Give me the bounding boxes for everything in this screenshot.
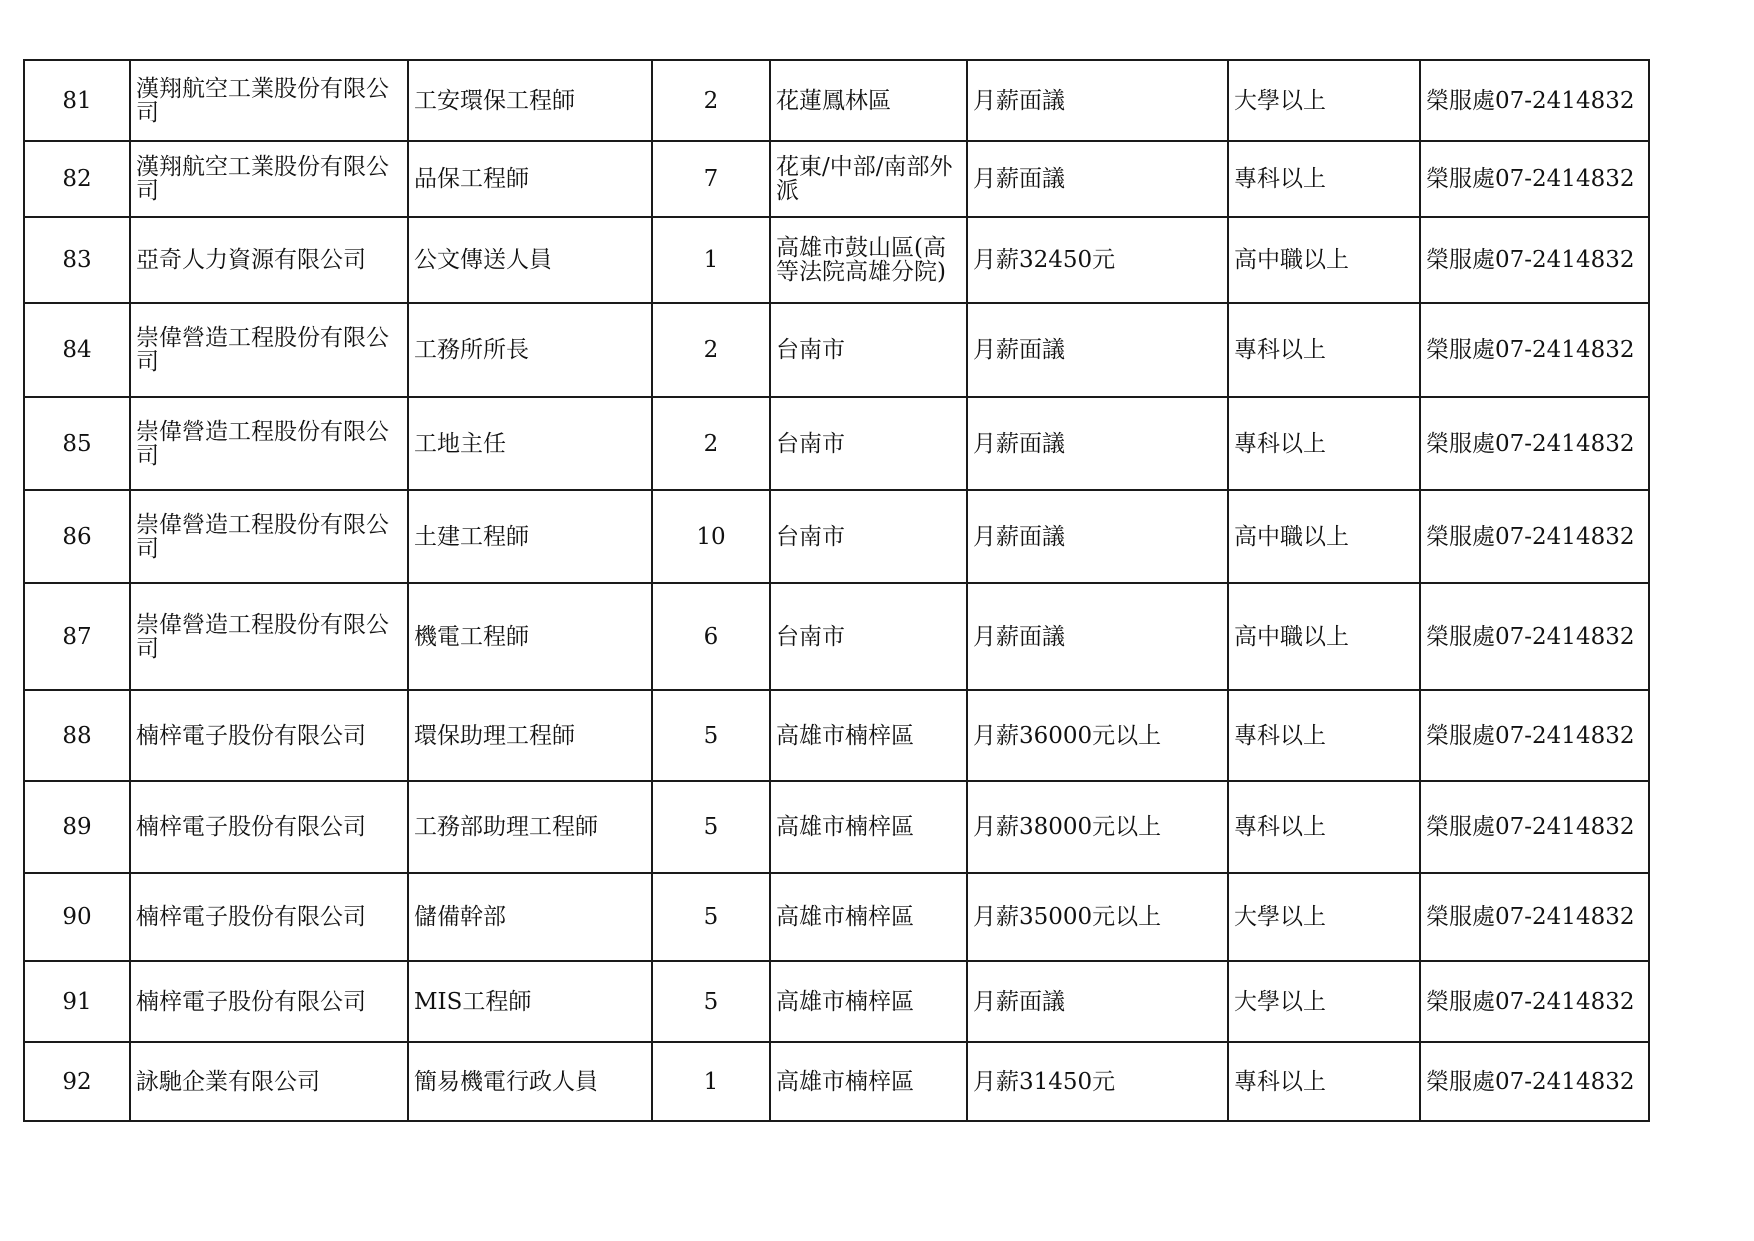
- headcount-cell: 7: [652, 141, 770, 217]
- company-cell: 亞奇人力資源有限公司: [130, 217, 408, 303]
- education-cell: 專科以上: [1228, 141, 1420, 217]
- position-cell: 工務所所長: [408, 303, 652, 397]
- education-cell: 高中職以上: [1228, 583, 1420, 690]
- salary-cell: 月薪31450元: [967, 1042, 1228, 1121]
- headcount-cell: 5: [652, 873, 770, 961]
- location-cell: 台南市: [770, 397, 967, 490]
- location-cell: 高雄市楠梓區: [770, 690, 967, 781]
- company-cell: 崇偉營造工程股份有限公司: [130, 490, 408, 583]
- company-cell: 漢翔航空工業股份有限公司: [130, 60, 408, 141]
- location-cell: 高雄市楠梓區: [770, 1042, 967, 1121]
- contact-cell: 榮服處07-2414832: [1420, 490, 1649, 583]
- education-cell: 高中職以上: [1228, 217, 1420, 303]
- position-cell: 品保工程師: [408, 141, 652, 217]
- company-cell: 崇偉營造工程股份有限公司: [130, 303, 408, 397]
- company-cell: 漢翔航空工業股份有限公司: [130, 141, 408, 217]
- table-row: [24, 60, 1649, 141]
- row-number-cell: 90: [24, 873, 130, 961]
- salary-cell: 月薪面議: [967, 397, 1228, 490]
- headcount-cell: 5: [652, 961, 770, 1042]
- location-cell: 高雄市楠梓區: [770, 961, 967, 1042]
- row-number-cell: 81: [24, 60, 130, 141]
- contact-cell: 榮服處07-2414832: [1420, 781, 1649, 873]
- position-cell: 工務部助理工程師: [408, 781, 652, 873]
- education-cell: 大學以上: [1228, 961, 1420, 1042]
- job-listing-rows: [24, 60, 1649, 1121]
- table-row: [24, 583, 1649, 690]
- row-number-cell: 92: [24, 1042, 130, 1121]
- education-cell: 專科以上: [1228, 397, 1420, 490]
- contact-cell: 榮服處07-2414832: [1420, 397, 1649, 490]
- contact-cell: 榮服處07-2414832: [1420, 60, 1649, 141]
- location-cell: 高雄市楠梓區: [770, 873, 967, 961]
- position-cell: 公文傳送人員: [408, 217, 652, 303]
- contact-cell: 榮服處07-2414832: [1420, 961, 1649, 1042]
- location-cell: 台南市: [770, 303, 967, 397]
- education-cell: 大學以上: [1228, 60, 1420, 141]
- headcount-cell: 2: [652, 397, 770, 490]
- job-listing-table: [23, 59, 1650, 1122]
- contact-cell: 榮服處07-2414832: [1420, 303, 1649, 397]
- education-cell: 專科以上: [1228, 781, 1420, 873]
- contact-cell: 榮服處07-2414832: [1420, 141, 1649, 217]
- headcount-cell: 2: [652, 303, 770, 397]
- table-row: [24, 490, 1649, 583]
- row-number-cell: 82: [24, 141, 130, 217]
- education-cell: 專科以上: [1228, 1042, 1420, 1121]
- row-number-cell: 91: [24, 961, 130, 1042]
- contact-cell: 榮服處07-2414832: [1420, 583, 1649, 690]
- salary-cell: 月薪38000元以上: [967, 781, 1228, 873]
- company-cell: 楠梓電子股份有限公司: [130, 781, 408, 873]
- company-cell: 楠梓電子股份有限公司: [130, 873, 408, 961]
- location-cell: 花東/中部/南部外派: [770, 141, 967, 217]
- salary-cell: 月薪36000元以上: [967, 690, 1228, 781]
- position-cell: 機電工程師: [408, 583, 652, 690]
- position-cell: 儲備幹部: [408, 873, 652, 961]
- table-row: [24, 141, 1649, 217]
- contact-cell: 榮服處07-2414832: [1420, 690, 1649, 781]
- education-cell: 大學以上: [1228, 873, 1420, 961]
- headcount-cell: 2: [652, 60, 770, 141]
- location-cell: 花蓮鳳林區: [770, 60, 967, 141]
- position-cell: 工安環保工程師: [408, 60, 652, 141]
- salary-cell: 月薪面議: [967, 490, 1228, 583]
- table-row: [24, 217, 1649, 303]
- contact-cell: 榮服處07-2414832: [1420, 217, 1649, 303]
- salary-cell: 月薪面議: [967, 961, 1228, 1042]
- salary-cell: 月薪面議: [967, 583, 1228, 690]
- table-row: [24, 873, 1649, 961]
- position-cell: 工地主任: [408, 397, 652, 490]
- headcount-cell: 6: [652, 583, 770, 690]
- headcount-cell: 10: [652, 490, 770, 583]
- table-row: [24, 1042, 1649, 1121]
- location-cell: 台南市: [770, 490, 967, 583]
- company-cell: 崇偉營造工程股份有限公司: [130, 583, 408, 690]
- table-row: [24, 690, 1649, 781]
- row-number-cell: 87: [24, 583, 130, 690]
- headcount-cell: 1: [652, 1042, 770, 1121]
- education-cell: 專科以上: [1228, 690, 1420, 781]
- location-cell: 高雄市楠梓區: [770, 781, 967, 873]
- row-number-cell: 85: [24, 397, 130, 490]
- table-row: [24, 781, 1649, 873]
- table-row: [24, 303, 1649, 397]
- company-cell: 楠梓電子股份有限公司: [130, 690, 408, 781]
- company-cell: 詠馳企業有限公司: [130, 1042, 408, 1121]
- salary-cell: 月薪面議: [967, 303, 1228, 397]
- salary-cell: 月薪面議: [967, 60, 1228, 141]
- table-row: [24, 397, 1649, 490]
- row-number-cell: 89: [24, 781, 130, 873]
- headcount-cell: 5: [652, 781, 770, 873]
- salary-cell: 月薪32450元: [967, 217, 1228, 303]
- salary-cell: 月薪35000元以上: [967, 873, 1228, 961]
- company-cell: 楠梓電子股份有限公司: [130, 961, 408, 1042]
- contact-cell: 榮服處07-2414832: [1420, 1042, 1649, 1121]
- table-row: [24, 961, 1649, 1042]
- row-number-cell: 86: [24, 490, 130, 583]
- contact-cell: 榮服處07-2414832: [1420, 873, 1649, 961]
- position-cell: 土建工程師: [408, 490, 652, 583]
- row-number-cell: 88: [24, 690, 130, 781]
- headcount-cell: 5: [652, 690, 770, 781]
- position-cell: 簡易機電行政人員: [408, 1042, 652, 1121]
- row-number-cell: 83: [24, 217, 130, 303]
- company-cell: 崇偉營造工程股份有限公司: [130, 397, 408, 490]
- education-cell: 專科以上: [1228, 303, 1420, 397]
- salary-cell: 月薪面議: [967, 141, 1228, 217]
- headcount-cell: 1: [652, 217, 770, 303]
- education-cell: 高中職以上: [1228, 490, 1420, 583]
- position-cell: 環保助理工程師: [408, 690, 652, 781]
- location-cell: 台南市: [770, 583, 967, 690]
- location-cell: 高雄市鼓山區(高等法院高雄分院): [770, 217, 967, 303]
- row-number-cell: 84: [24, 303, 130, 397]
- position-cell: MIS工程師: [408, 961, 652, 1042]
